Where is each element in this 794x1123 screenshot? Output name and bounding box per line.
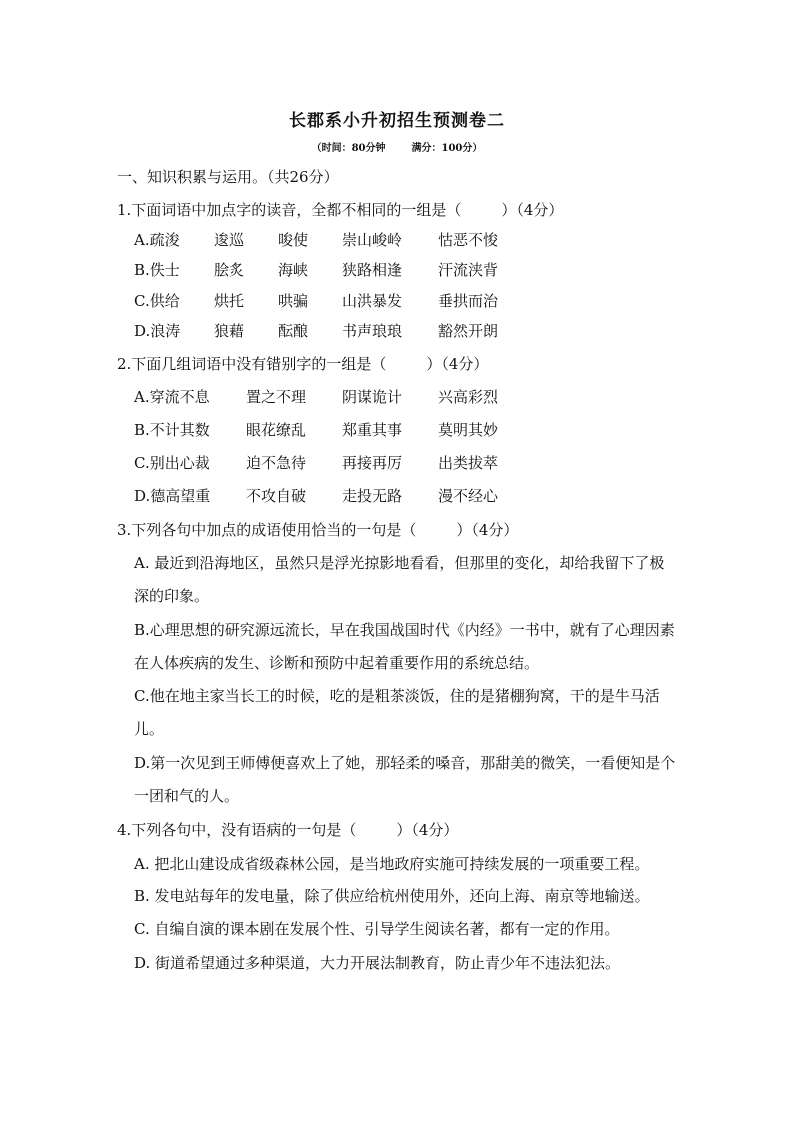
option-word: 迫不急待 xyxy=(246,454,307,472)
q4-option-b: B. 发电站每年的发电量，除了供应给杭州使用外，还向上海、南京等地输送。 xyxy=(134,887,650,905)
question-2-text: 2.下面几组词语中没有错别字的一组是（ xyxy=(117,355,387,373)
option-label: A.穿流不息 xyxy=(134,388,210,406)
option-label: C.别出心裁 xyxy=(134,454,210,472)
option-word: 豁然开朗 xyxy=(438,322,499,340)
q3-option-d: D.第一次见到王师傅便喜欢上了她，那轻柔的嗓音，那甜美的微笑，一看便知是个一团和气的人。 xyxy=(134,754,676,805)
question-4-stem xyxy=(117,820,458,840)
option-word: 海峡 xyxy=(278,261,309,279)
question-4-text: 4.下列各句中，没有语病的一句是（ xyxy=(117,821,357,839)
option-label: B.佚士 xyxy=(134,261,180,279)
option-word: 脍炙 xyxy=(214,261,245,279)
option-word: 哄骗 xyxy=(278,292,309,310)
exam-score: 满分：100分） xyxy=(411,143,483,154)
option-label: D.德高望重 xyxy=(134,487,211,505)
option-word: 酝酿 xyxy=(278,322,309,340)
option-word: 不攻自破 xyxy=(246,487,307,505)
option-word: 烘托 xyxy=(214,292,245,310)
q3-option-a: A. 最近到沿海地区，虽然只是浮光掠影地看看，但那里的变化，却给我留下了极深的印象。 xyxy=(134,554,665,605)
option-word: 再接再厉 xyxy=(342,454,403,472)
option-label: D.浪涛 xyxy=(134,322,181,340)
q2-option-a xyxy=(134,387,694,407)
exam-info xyxy=(0,139,794,154)
q3-option-c: C.他在地主家当长工的时候，吃的是粗茶淡饭，住的是猪棚狗窝，干的是牛马活儿。 xyxy=(134,687,660,738)
option-word: 汗流浃背 xyxy=(438,261,499,279)
option-word: 狭路相逢 xyxy=(342,261,403,279)
question-4-points: ）（4分） xyxy=(396,821,459,839)
option-word: 漫不经心 xyxy=(438,487,499,505)
option-word: 狼藉 xyxy=(214,322,245,340)
option-word: 怙恶不悛 xyxy=(438,231,499,249)
option-word: 垂拱而治 xyxy=(438,292,499,310)
option-word: 出类拔萃 xyxy=(438,454,499,472)
question-1-points: ）（4分） xyxy=(501,201,564,219)
option-word: 书声琅琅 xyxy=(342,322,403,340)
q2-option-b xyxy=(134,420,694,440)
q1-option-d xyxy=(134,321,694,341)
option-word: 逡巡 xyxy=(214,231,245,249)
q1-option-b xyxy=(134,260,694,280)
q4-option-a: A. 把北山建设成省级森林公园，是当地政府实施可持续发展的一项重要工程。 xyxy=(134,855,650,873)
option-word: 莫明其妙 xyxy=(438,421,499,439)
page-title: 长郡系小升初招生预测卷二 xyxy=(289,111,505,131)
option-word: 阴谋诡计 xyxy=(342,388,403,406)
option-word: 崇山峻岭 xyxy=(342,231,403,249)
option-word: 山洪暴发 xyxy=(342,292,403,310)
question-2-points: ）（4分） xyxy=(426,355,489,373)
option-word: 置之不理 xyxy=(246,388,307,406)
option-word: 走投无路 xyxy=(342,487,403,505)
q1-option-a xyxy=(134,230,694,250)
option-label: A.疏浚 xyxy=(134,231,180,249)
q1-option-c xyxy=(134,291,694,311)
q2-option-d xyxy=(134,486,694,506)
option-word: 郑重其事 xyxy=(342,421,403,439)
section-heading: 一、知识积累与运用。（共26分） xyxy=(117,168,339,186)
question-3-stem xyxy=(117,520,518,540)
option-label: B.不计其数 xyxy=(134,421,210,439)
question-2-stem xyxy=(117,354,488,374)
q2-option-c xyxy=(134,453,694,473)
q4-option-c: C. 自编自演的课本剧在发展个性、引导学生阅读名著，都有一定的作用。 xyxy=(134,920,620,938)
question-1-text: 1.下面词语中加点字的读音，全都不相同的一组是（ xyxy=(117,201,462,219)
question-3-points: ）（4分） xyxy=(456,521,519,539)
option-label: C.供给 xyxy=(134,292,180,310)
q4-option-d: D. 街道希望通过多种渠道，大力开展法制教育，防止青少年不违法犯法。 xyxy=(134,954,621,972)
exam-time: （时间：80分钟 xyxy=(311,143,386,154)
question-3-text: 3.下列各句中加点的成语使用恰当的一句是（ xyxy=(117,521,417,539)
q3-option-b: B.心理思想的研究源远流长，早在我国战国时代《内经》一书中，就有了心理因素在人体疾病的发生、诊断和预防中起着重要作用的系统总结。 xyxy=(134,621,675,672)
option-word: 兴高彩烈 xyxy=(438,388,499,406)
question-1-stem xyxy=(117,200,563,220)
option-word: 眼花缭乱 xyxy=(246,421,307,439)
option-word: 唆使 xyxy=(278,231,309,249)
